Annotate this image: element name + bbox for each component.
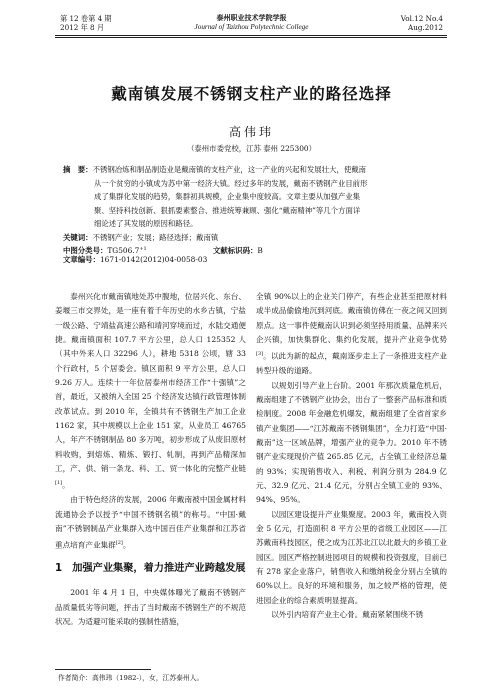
author-footnote: 作者简介：高伟玮（1982-），女，江苏泰州人。 (58, 674, 204, 682)
left-column (55, 290, 246, 629)
abstract-label: 摘 要： (63, 165, 93, 174)
doc-code-value: B (257, 246, 263, 256)
doc-code-field (213, 246, 329, 255)
clc-sup: +1 (139, 246, 147, 252)
header-date: 2012 年 8 月 (60, 23, 105, 32)
body-paragraph: 泰州兴化市戴南镇地处苏中腹地，位居兴化、东台、姜堰三市交界处，是一座有着千年历史的水乡古镇，宁盐一级公路、宁靖盐高速公路和靖河穿境而过，水陆交通便捷。戴南镇面积 107.7 平方公里，总人口 125352 人（其中外来人口 32296 人），耕地 5318 公顷，辖 33 个行政村，5 个居委会。镇区面积 9 平方公里，总人口 9.26 万人。连续十一年位居泰州市经济工作“十强镇”之首，最近，又被纳入全国 25 个经济发达镇行政管理体制改革试点。到 2010 年，全镇共有不锈钢生产加工企业 1162 家，其中规模以上企业 151 家，从业员工 46765 人，年产不锈钢制品 80 多万吨，初步形成了从废旧原材料收购，到熔炼、精炼、锻打、轧制，再到产品精深加工，产、供、销一条龙、科、工、贸一体化的完整产业链[1]。 (55, 292, 246, 490)
author-name: 高伟玮 (228, 125, 274, 139)
abstract-text: 不锈钢冶炼和制品制造业是戴南镇的支柱产业，这一产业的兴起和发展壮大，使戴南 (92, 165, 367, 174)
header-month: Aug.2012 (408, 23, 443, 32)
abstract-text: 细论述了其发展的原因和路径。 (94, 219, 198, 229)
abstract-block (63, 163, 439, 245)
section-heading: 1 加强产业集聚，着力推进产业跨越发展 (55, 563, 246, 575)
citation: [1] (55, 480, 63, 487)
body-paragraph: 以规划引导产业上台阶。2001 年那次质量危机后，戴南组建了不锈钢产业协会，出台了一整套产品标准和质检制度。2008 年金融危机爆发，戴南组建了全省首家乡镇产业集团——“江苏戴南不锈钢集团”，全力打造“中国·戴南”这一区域品牌，增强产业的竞争力。2010 年不锈钢产业实现现价产值 265.85 亿元，占全镇工业经济总量的 93%；实现销售收入、利税、利润分别为 284.9 亿元、32.9 亿元、21.4 亿元，分别占全镇工业的 93%、94%、95%。 (256, 380, 447, 505)
abstract-text: 成了集群化发展的趋势，集群初具规模，企业集中度较高。文章主要从加强产业集 (94, 192, 361, 202)
doc-code-label: 文献标识码： (213, 246, 258, 256)
clc-field (63, 245, 213, 255)
body-paragraph: 2001 年 4 月 1 日，中央媒体曝光了戴南不锈钢产品质量低劣等问题，抨击了当时戴南不锈钢生产的不规范状况。为适避可能采取的强制性措施， (55, 588, 246, 626)
paragraph-text: 由于特色经济的发展，2006 年戴南被中国金属材料流通协会予以授予“中国不锈钢名镇”的称号。“中国·戴南”不锈钢制品产业集群入选中国百佳产业集群和江苏省重点培育产业集群 (55, 495, 246, 550)
keywords-line (63, 231, 439, 245)
running-header (0, 14, 503, 50)
header-rule-thin (55, 37, 447, 38)
body-paragraph: 以外引内培育产业主心骨。戴南紧紧围绕不锈 (271, 610, 424, 620)
citation: [3] (256, 351, 264, 358)
paragraph-text: 泰州兴化市戴南镇地处苏中腹地，位居兴化、东台、姜堰三市交界处，是一座有着千年历史的水乡古镇，宁盐一级公路、宁靖盐高速公路和靖河穿境而过，水陆交通便捷。戴南镇面积 107.7 平方公里，总人口 125352 人（其中外来人口 32296 人），耕地 5318 公顷，辖 33 个行政村，5 个居委会。镇区面积 9 平方公里，总人口 9.26 万人。连续十一年位居泰州市经济工作“十强镇”之首，最近，又被纳入全国 25 个经济发达镇行政管理体制改革试点。到 2010 年，全镇共有不锈钢生产加工企业 1162 家，其中规模以上企业 151 家，从业员工 46765 人，年产不锈钢制品 80 多万吨，初步形成了从废旧原材料收购，到熔炼、精炼、锻打、轧制，再到产品精深加工，产、供、销一条龙、科、工、贸一体化的完整产业链 (55, 292, 246, 474)
keywords-label: 关键词： (63, 232, 93, 242)
paragraph-text: 。以此为新的起点，戴南逐步走上了一条推进支柱产业转型升级的道路。 (256, 351, 447, 376)
abstract-line (63, 190, 439, 204)
clc-value: TG506.7 (107, 246, 140, 256)
header-vol-no: Vol.12 No.4 (400, 14, 443, 23)
article-number-value: 1671-0142(2012)04-0058-03 (99, 255, 208, 265)
journal-name-zh: 泰州职业技术学院学报 (216, 14, 287, 22)
header-volume: 第 12 卷第 4 期 (60, 14, 112, 23)
body-paragraph: 以园区建设提升产业集聚度。2003 年，戴南投入资金 5 亿元，打造面积 8 平方公里的省级工业园区——江苏戴南科技园区，使之成为江苏北江以北最大的乡镇工业园区。园区严格控制进园项目的规模和投资强度，目前已有 278 家企业落户，销售收入和缴纳税金分别占全镇的 60%以上。良好的环境和服务，加之较严格的管理，使进园企业的综合素质明显提高。 (256, 509, 447, 605)
article-number-label: 文章编号： (63, 255, 100, 265)
footnote-rule (55, 669, 151, 670)
header-rule (55, 35, 447, 36)
abstract-line (63, 163, 439, 177)
journal-name-en: Journal of Taizhou Polytechnic College (194, 23, 309, 31)
paper-title: 戴南镇发展不锈钢支柱产业的路径选择 (111, 85, 392, 103)
header-volume-info-en (401, 14, 443, 32)
abstract-text: 聚、坚持科技创新、狠抓要素整合、推进统筹兼顾、强化“戴南精神”等几个方面详 (94, 205, 361, 215)
paragraph-text: 全镇 90%以上的企业关门停产，有些企业甚至把原材料或半成品偷偷地沉到河底。戴南镇仿佛在一夜之间又回到原点。这一事件使戴南认识到必须坚持用质量、品牌来兴企兴镇，加快集群化、集约化发展，提升产业竞争优势 (256, 292, 447, 345)
clc-label: 中图分类号： (63, 246, 108, 256)
citation: [2] (115, 540, 123, 547)
classification-line (63, 245, 443, 264)
author-affiliation: （泰州市委党校，江苏 泰州 225300） (187, 144, 316, 153)
abstract-line (63, 204, 439, 218)
abstract-line (63, 217, 439, 231)
keywords-text: 不锈钢产业；发展；路径选择；戴南镇 (92, 232, 219, 242)
abstract-line (63, 177, 439, 191)
body-paragraph (256, 290, 447, 379)
right-column (256, 290, 447, 622)
abstract-text: 从一个贫穷的小镇成为苏中第一经济大镇。经过多年的发展，戴南不锈钢产业目前形 (94, 178, 368, 188)
body-paragraph: 由于特色经济的发展，2006 年戴南被中国金属材料流通协会予以授予“中国不锈钢名镇”的称号。“中国·戴南”不锈钢制品产业集群入选中国百佳产业集群和江苏省重点培育产业集群[2]。 (55, 495, 246, 550)
article-number-field (63, 255, 207, 264)
